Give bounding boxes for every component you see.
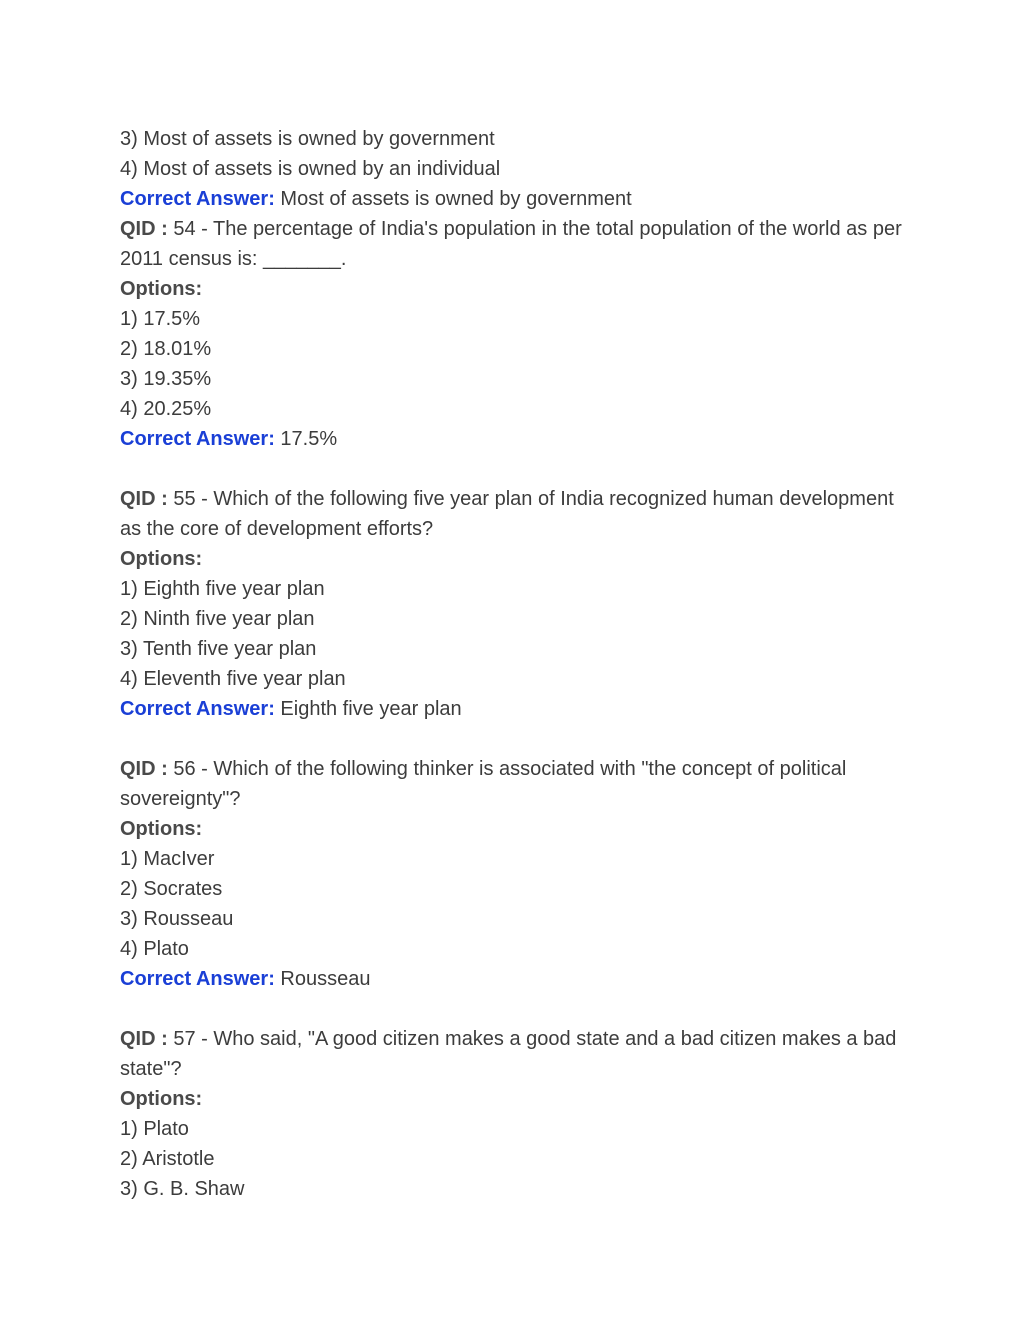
question-block xyxy=(120,214,910,454)
correct-answer-label: Correct Answer: xyxy=(120,698,275,720)
question-body: 57 - Who said, "A good citizen makes a good state and a bad citizen makes a bad state"? xyxy=(120,1028,897,1080)
correct-answer-text: Eighth five year plan xyxy=(274,698,462,720)
correct-answer-line xyxy=(120,694,910,724)
option-line: 3) Most of assets is owned by government xyxy=(120,128,495,150)
question-block xyxy=(120,1024,910,1204)
qid-label: QID : xyxy=(120,758,168,780)
question-text xyxy=(120,484,910,544)
correct-answer-label: Correct Answer: xyxy=(120,188,275,210)
question-text xyxy=(120,214,910,274)
option-line: 2) Ninth five year plan xyxy=(120,608,315,630)
option-line: 1) 17.5% xyxy=(120,308,201,330)
option-line: 3) Rousseau xyxy=(120,908,234,930)
option-line: 3) G. B. Shaw xyxy=(120,1178,245,1200)
correct-answer-text: 17.5% xyxy=(274,428,338,450)
question-body: 56 - Which of the following thinker is associated with "the concept of political sovereignty"? xyxy=(120,758,847,810)
document-page xyxy=(120,124,910,1204)
option-line: 2) Aristotle xyxy=(120,1148,215,1170)
option-line: 1) Eighth five year plan xyxy=(120,578,325,600)
option-line: 2) 18.01% xyxy=(120,338,212,360)
option-line: 1) MacIver xyxy=(120,848,215,870)
correct-answer-line xyxy=(120,424,910,454)
correct-answer-text: Rousseau xyxy=(274,968,371,990)
correct-answer-line xyxy=(120,964,910,994)
qid-label: QID : xyxy=(120,488,168,510)
question-block xyxy=(120,484,910,724)
option-line: 3) Tenth five year plan xyxy=(120,638,317,660)
correct-answer-line xyxy=(120,184,910,214)
options-label: Options: xyxy=(120,278,203,300)
qid-label: QID : xyxy=(120,218,168,240)
question-body: 55 - Which of the following five year plan of India recognized human development as the core of development efforts? xyxy=(120,488,894,540)
spacer xyxy=(120,724,910,754)
options-label: Options: xyxy=(120,818,203,840)
question-text xyxy=(120,754,910,814)
options-label: Options: xyxy=(120,548,203,570)
question-block xyxy=(120,754,910,994)
options-label: Options: xyxy=(120,1088,203,1110)
spacer xyxy=(120,994,910,1024)
option-line: 3) 19.35% xyxy=(120,368,212,390)
qid-label: QID : xyxy=(120,1028,168,1050)
option-line: 4) Eleventh five year plan xyxy=(120,668,346,690)
question-body: 54 - The percentage of India's population in the total population of the world as per 2011 census is: _______. xyxy=(120,218,902,270)
correct-answer-label: Correct Answer: xyxy=(120,968,275,990)
option-line: 4) Plato xyxy=(120,938,189,960)
spacer xyxy=(120,454,910,484)
option-line: 4) 20.25% xyxy=(120,398,212,420)
correct-answer-label: Correct Answer: xyxy=(120,428,275,450)
option-line: 1) Plato xyxy=(120,1118,189,1140)
correct-answer-text: Most of assets is owned by government xyxy=(274,188,632,210)
question-text xyxy=(120,1024,910,1084)
option-line: 2) Socrates xyxy=(120,878,223,900)
option-line: 4) Most of assets is owned by an individual xyxy=(120,158,501,180)
